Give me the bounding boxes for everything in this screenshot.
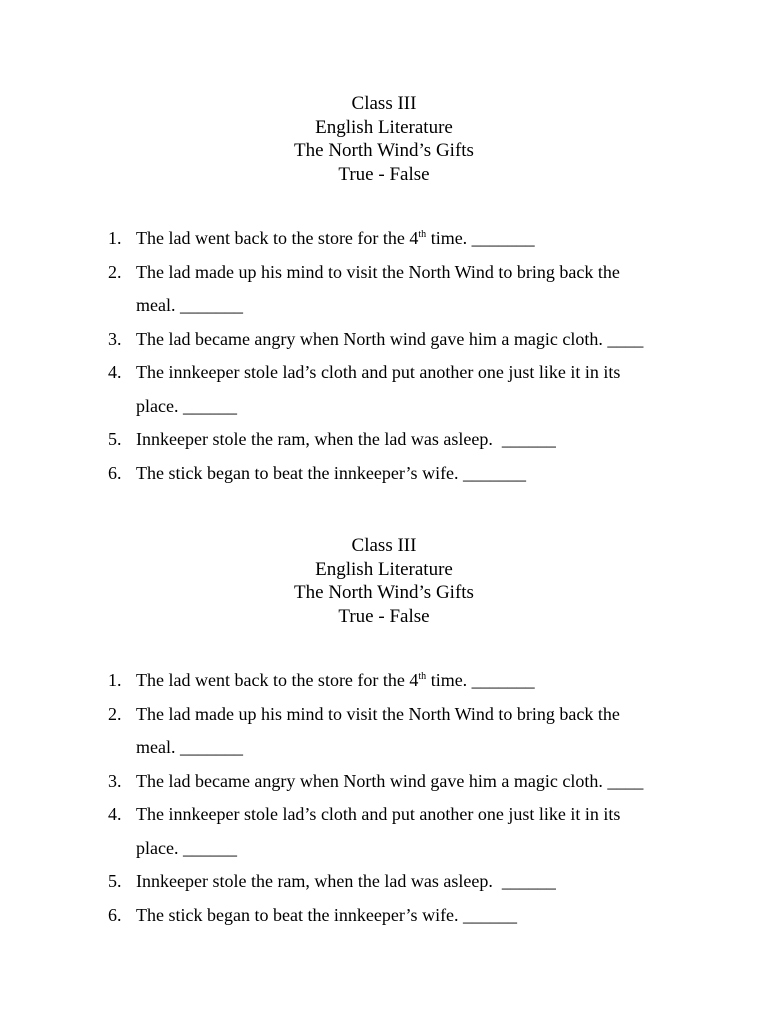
class-label: Class III (351, 535, 417, 556)
question-list (0, 222, 768, 490)
question-item (0, 698, 676, 765)
question-text: The lad became angry when North wind gave him a magic cloth. ____ (136, 770, 644, 791)
question-text-pre: The lad went back to the store for the 4 (136, 228, 419, 248)
question-number: 4. (108, 804, 122, 824)
section-header (0, 534, 768, 629)
worksheet-section-2 (0, 534, 768, 925)
class-label: Class III (351, 93, 417, 114)
question-number: 1. (108, 228, 122, 248)
story-title: The North Wind’s Gifts (294, 140, 474, 162)
question-number: 2. (108, 703, 122, 724)
subject-label: English Literature (315, 558, 453, 580)
question-number: 3. (108, 328, 122, 349)
question-number: 4. (108, 362, 122, 382)
question-item (0, 323, 676, 357)
question-number: 6. (108, 904, 122, 925)
question-item (0, 457, 676, 491)
question-text-line-2: meal. _______ (136, 737, 243, 757)
question-text-post: time. _______ (426, 228, 535, 248)
worksheet-section-1 (0, 92, 768, 483)
question-text-line-2: meal. _______ (136, 295, 243, 315)
question-item (0, 664, 676, 698)
exercise-type: True - False (338, 606, 430, 628)
question-text-line-1: The innkeeper stole lad’s cloth and put another one just like it in its (136, 804, 621, 824)
question-item (0, 356, 676, 423)
question-text: Innkeeper stole the ram, when the lad was asleep. ______ (136, 429, 556, 449)
question-text (136, 670, 535, 690)
question-number: 5. (108, 429, 122, 449)
ordinal-suffix: th (418, 229, 427, 240)
question-item (0, 865, 676, 899)
question-text-line-2: place. ______ (136, 837, 237, 858)
question-text: Innkeeper stole the ram, when the lad was asleep. ______ (136, 871, 556, 891)
question-text-line-1: The lad made up his mind to visit the North Wind to bring back the (136, 703, 620, 724)
subject-label: English Literature (315, 116, 453, 138)
question-item (0, 222, 676, 256)
question-text (136, 228, 535, 248)
question-text-line-1: The innkeeper stole lad’s cloth and put another one just like it in its (136, 362, 621, 382)
question-item (0, 765, 676, 799)
question-text: The stick began to beat the innkeeper’s wife. ______ (136, 904, 518, 925)
question-number: 3. (108, 770, 122, 791)
question-list (0, 664, 768, 932)
question-item (0, 899, 676, 933)
question-number: 6. (108, 462, 122, 483)
question-text-line-1: The lad made up his mind to visit the North Wind to bring back the (136, 261, 620, 282)
question-text: The stick began to beat the innkeeper’s wife. _______ (136, 462, 527, 483)
question-text-pre: The lad went back to the store for the 4 (136, 670, 419, 690)
ordinal-suffix: th (418, 671, 427, 682)
question-text-line-2: place. ______ (136, 395, 237, 416)
question-text-post: time. _______ (426, 670, 535, 690)
section-header (0, 92, 768, 187)
question-text: The lad became angry when North wind gave him a magic cloth. ____ (136, 328, 644, 349)
exercise-type: True - False (338, 164, 430, 186)
question-number: 1. (108, 670, 122, 690)
question-item (0, 798, 676, 865)
question-item (0, 256, 676, 323)
question-number: 2. (108, 261, 122, 282)
question-item (0, 423, 676, 457)
question-number: 5. (108, 871, 122, 891)
story-title: The North Wind’s Gifts (294, 582, 474, 604)
